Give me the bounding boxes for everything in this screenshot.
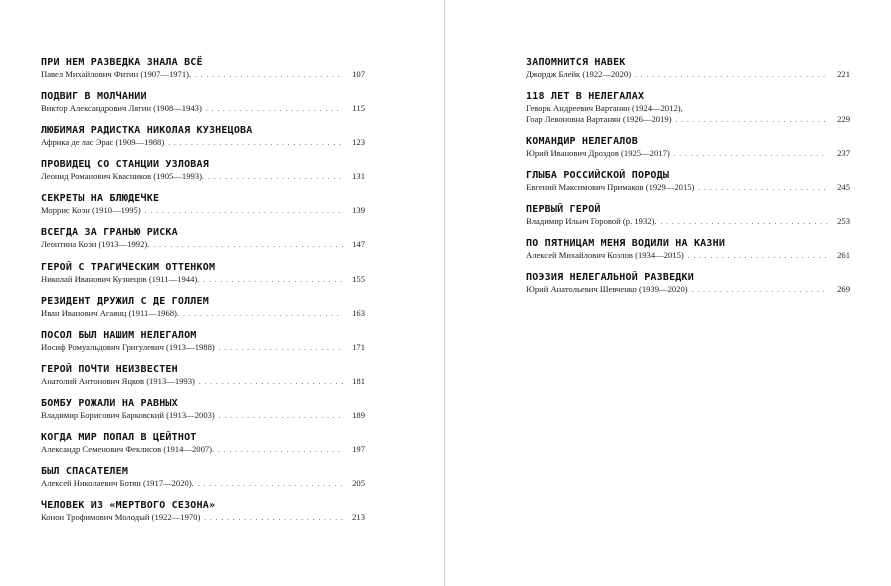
toc-entry[interactable] xyxy=(41,398,365,432)
dot-leader xyxy=(661,217,828,228)
person-name: Алексей Николаевич Ботян (1917—2020). xyxy=(41,478,194,489)
chapter-title: ПО ПЯТНИЦАМ МЕНЯ ВОДИЛИ НА КАЗНИ xyxy=(526,238,726,250)
chapter-title: ЧЕЛОВЕК ИЗ «МЕРТВОГО СЕЗОНА» xyxy=(41,500,216,512)
page-number: 107 xyxy=(352,69,365,79)
person-name: Александр Семенович Феклисов (1914—2007). xyxy=(41,444,215,455)
chapter-title: ГЕРОЙ ПОЧТИ НЕИЗВЕСТЕН xyxy=(41,363,178,375)
toc-entry[interactable] xyxy=(41,296,365,330)
leader-line xyxy=(41,308,365,320)
person-name: Алексей Михайлович Козлов (1934—2015) xyxy=(526,250,684,261)
page-number: 147 xyxy=(352,239,365,250)
leader-line xyxy=(41,444,365,456)
toc-list-left xyxy=(41,57,365,534)
leader-line xyxy=(41,376,365,388)
page-number: 213 xyxy=(352,512,365,523)
dot-leader xyxy=(635,70,828,81)
leader-line xyxy=(41,410,365,422)
toc-entry[interactable] xyxy=(526,91,850,136)
toc-entry[interactable] xyxy=(41,500,365,534)
dot-leader xyxy=(203,275,343,286)
leader-line xyxy=(526,216,850,228)
page-number: 221 xyxy=(837,69,850,79)
leader-line xyxy=(41,274,365,286)
chapter-title: ПЕРВЫЙ ГЕРОЙ xyxy=(526,204,601,216)
chapter-title: ЗАПОМНИТСЯ НАВЕК xyxy=(526,57,626,68)
leader-line xyxy=(41,103,365,115)
person-name: Евгений Максимович Примаков (1929—2015) xyxy=(526,182,695,193)
page-number: 155 xyxy=(352,273,365,284)
chapter-title: ПОЭЗИЯ НЕЛЕГАЛЬНОЙ РАЗВЕДКИ xyxy=(526,272,694,284)
dot-leader xyxy=(692,285,828,296)
page-number: 189 xyxy=(352,409,365,420)
dot-leader xyxy=(183,309,343,320)
page-number: 253 xyxy=(837,216,850,227)
leader-line xyxy=(526,148,850,160)
page-number: 261 xyxy=(837,250,850,261)
dot-leader xyxy=(219,343,343,354)
chapter-title: ВСЕГДА ЗА ГРАНЬЮ РИСКА xyxy=(41,227,178,239)
person-name: Геворк Андреевич Вартанян (1924—2012), xyxy=(526,103,683,114)
leader-line xyxy=(41,171,365,183)
toc-entry[interactable] xyxy=(41,466,365,500)
page-number: 205 xyxy=(352,478,365,489)
dot-leader xyxy=(198,479,343,490)
person-name: Леонтина Коэн (1913—1992). xyxy=(41,239,150,250)
page-number: 237 xyxy=(837,148,850,159)
dot-leader xyxy=(195,70,343,81)
toc-entry[interactable] xyxy=(526,170,850,204)
person-name: Владимир Борисович Барковский (1913—2003) xyxy=(41,409,215,420)
person-name: Николай Иванович Кузнецов (1911—1944). xyxy=(41,273,200,284)
toc-entry[interactable] xyxy=(41,193,365,227)
page-number: 197 xyxy=(352,444,365,455)
leader-line xyxy=(41,478,365,490)
person-name: Иван Иванович Агаянц (1911—1968). xyxy=(41,307,180,318)
toc-entry[interactable] xyxy=(526,238,850,272)
toc-list-right xyxy=(526,57,850,307)
chapter-title: ПРИ НЕМ РАЗВЕДКА ЗНАЛА ВСЁ xyxy=(41,57,203,68)
page-number: 123 xyxy=(352,137,365,148)
page-number: 131 xyxy=(352,171,365,182)
dot-leader xyxy=(674,149,828,160)
page-number: 245 xyxy=(837,182,850,193)
toc-entry[interactable] xyxy=(526,57,850,91)
dot-leader xyxy=(218,445,343,456)
dot-leader xyxy=(153,240,343,251)
leader-line xyxy=(41,69,365,81)
chapter-title: КОМАНДИР НЕЛЕГАЛОВ xyxy=(526,136,638,148)
dot-leader xyxy=(208,172,343,183)
person-name: Конон Трофимович Молодый (1922—1970) xyxy=(41,512,201,523)
chapter-title: ПОДВИГ В МОЛЧАНИИ xyxy=(41,91,147,103)
dot-leader xyxy=(688,251,828,262)
person-name: Гоар Левоновна Вартанян (1926—2019) xyxy=(526,114,672,125)
dot-leader xyxy=(206,104,343,115)
chapter-title: ПРОВИДЕЦ СО СТАНЦИИ УЗЛОВАЯ xyxy=(41,159,209,171)
person-name: Анатолий Антонович Яцков (1913—1993) xyxy=(41,375,195,386)
person-name: Иосиф Ромуальдович Григулевич (1913—1988) xyxy=(41,341,215,352)
person-name: Владимир Ильич Горовой (р. 1932). xyxy=(526,216,657,227)
leader-line xyxy=(41,205,365,217)
chapter-title: КОГДА МИР ПОПАЛ В ЦЕЙТНОТ xyxy=(41,432,197,444)
toc-entry[interactable] xyxy=(41,57,365,91)
toc-entry[interactable] xyxy=(526,136,850,170)
chapter-title: РЕЗИДЕНТ ДРУЖИЛ С ДЕ ГОЛЛЕМ xyxy=(41,295,209,307)
leader-line xyxy=(526,250,850,262)
toc-entry[interactable] xyxy=(41,227,365,261)
person-name: Моррис Коэн (1910—1995) xyxy=(41,205,141,216)
leader-line xyxy=(526,69,850,81)
leader-line xyxy=(526,284,850,296)
chapter-title: СЕКРЕТЫ НА БЛЮДЕЧКЕ xyxy=(41,193,160,205)
toc-entry[interactable] xyxy=(526,272,850,306)
person-name: Африка де лас Эрас (1909—1988) xyxy=(41,137,165,148)
page-number: 181 xyxy=(352,375,365,386)
chapter-title: ЛЮБИМАЯ РАДИСТКА НИКОЛАЯ КУЗНЕЦОВА xyxy=(41,125,253,137)
person-name: Леонид Романович Квасников (1905—1993). xyxy=(41,171,205,182)
person-name: Виктор Александрович Лягин (1908—1943) xyxy=(41,103,202,114)
leader-line xyxy=(41,239,365,251)
dot-leader xyxy=(676,115,828,126)
dot-leader xyxy=(698,183,828,194)
dot-leader xyxy=(168,138,343,149)
toc-entry[interactable] xyxy=(41,125,365,159)
page-number: 171 xyxy=(352,341,365,352)
toc-entry[interactable] xyxy=(41,159,365,193)
leader-line xyxy=(41,342,365,354)
right-page xyxy=(445,0,891,586)
page-number: 229 xyxy=(837,114,850,125)
leader-line xyxy=(526,114,850,126)
dot-leader xyxy=(204,513,343,524)
chapter-title: ГЛЫБА РОССИЙСКОЙ ПОРОДЫ xyxy=(526,170,670,182)
person-name: Юрий Иванович Дроздов (1925—2017) xyxy=(526,148,670,159)
page-number: 269 xyxy=(837,284,850,295)
toc-entry[interactable] xyxy=(41,262,365,296)
person-name: Павел Михайлович Фитин (1907—1971). xyxy=(41,69,192,79)
page-number: 115 xyxy=(352,103,365,114)
chapter-title: ГЕРОЙ С ТРАГИЧЕСКИМ ОТТЕНКОМ xyxy=(41,261,216,273)
toc-entry[interactable] xyxy=(41,432,365,466)
person-name: Джордж Блейк (1922—2020) xyxy=(526,69,632,79)
leader-line xyxy=(41,137,365,149)
toc-entry[interactable] xyxy=(41,91,365,125)
dot-leader xyxy=(145,206,343,217)
leader-line xyxy=(41,512,365,524)
leader-line xyxy=(526,182,850,194)
person-name: Юрий Анатольевич Шевченко (1939—2020) xyxy=(526,284,688,295)
toc-entry[interactable] xyxy=(41,364,365,398)
dot-leader xyxy=(199,377,343,388)
chapter-title: БОМБУ РОЖАЛИ НА РАВНЫХ xyxy=(41,397,178,409)
chapter-title: БЫЛ СПАСАТЕЛЕМ xyxy=(41,466,129,478)
page-number: 139 xyxy=(352,205,365,216)
page-number: 163 xyxy=(352,307,365,318)
toc-entry[interactable] xyxy=(41,330,365,364)
left-page xyxy=(0,0,444,586)
dot-leader xyxy=(219,411,343,422)
toc-entry[interactable] xyxy=(526,204,850,238)
chapter-title: 118 ЛЕТ В НЕЛЕГАЛАХ xyxy=(526,91,645,103)
chapter-title: ПОСОЛ БЫЛ НАШИМ НЕЛЕГАЛОМ xyxy=(41,329,197,341)
